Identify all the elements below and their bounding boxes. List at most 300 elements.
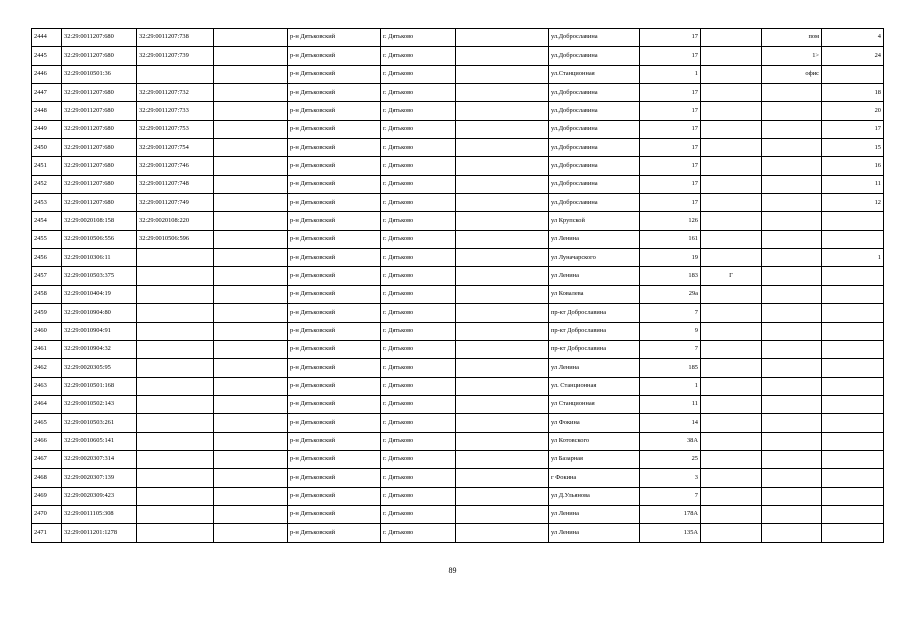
premises-cadastral-number-cell (137, 505, 214, 523)
district-cell: р-н Дятьковский (288, 212, 381, 230)
city-cell: г. Дятьково (381, 249, 456, 267)
premises-type-cell: офис (762, 65, 822, 83)
district-cell: р-н Дятьковский (288, 29, 381, 47)
row-number-cell: 2467 (32, 450, 62, 468)
empty-cell (214, 157, 288, 175)
table-row (32, 230, 884, 248)
building-cell (701, 285, 762, 303)
cadastral-number-cell: 32:29:0010503:375 (62, 267, 137, 285)
premises-cadastral-number-cell (137, 285, 214, 303)
table-row (32, 102, 884, 120)
street-cell: ул Ленина (549, 359, 640, 377)
apartment-number-cell (822, 65, 884, 83)
cadastral-number-cell: 32:29:0011207:680 (62, 194, 137, 212)
cadastral-number-cell: 32:29:0010306:11 (62, 249, 137, 267)
locality-cell (456, 29, 549, 47)
city-cell: г. Дятьково (381, 84, 456, 102)
empty-cell (214, 249, 288, 267)
apartment-number-cell (822, 469, 884, 487)
city-cell: г. Дятьково (381, 450, 456, 468)
locality-cell (456, 432, 549, 450)
building-cell (701, 120, 762, 138)
empty-cell (214, 65, 288, 83)
row-number-cell: 2452 (32, 175, 62, 193)
premises-type-cell: пом (762, 29, 822, 47)
empty-cell (214, 102, 288, 120)
premises-cadastral-number-cell: 32:29:0011207:748 (137, 175, 214, 193)
premises-type-cell (762, 285, 822, 303)
building-cell (701, 29, 762, 47)
row-number-cell: 2466 (32, 432, 62, 450)
premises-type-cell (762, 414, 822, 432)
table-row (32, 65, 884, 83)
street-cell: ул Станционная (549, 395, 640, 413)
table-row (32, 249, 884, 267)
premises-cadastral-number-cell (137, 249, 214, 267)
empty-cell (214, 469, 288, 487)
street-cell: ул Базарная (549, 450, 640, 468)
district-cell: р-н Дятьковский (288, 249, 381, 267)
street-cell: ул. Станционная (549, 377, 640, 395)
premises-cadastral-number-cell: 32:29:0011207:753 (137, 120, 214, 138)
locality-cell (456, 120, 549, 138)
house-number-cell: 17 (640, 175, 701, 193)
locality-cell (456, 139, 549, 157)
city-cell: г. Дятьково (381, 230, 456, 248)
house-number-cell: 185 (640, 359, 701, 377)
building-cell (701, 230, 762, 248)
house-number-cell: 29а (640, 285, 701, 303)
premises-type-cell (762, 395, 822, 413)
locality-cell (456, 47, 549, 65)
locality-cell (456, 194, 549, 212)
row-number-cell: 2457 (32, 267, 62, 285)
apartment-number-cell (822, 505, 884, 523)
district-cell: р-н Дятьковский (288, 414, 381, 432)
district-cell: р-н Дятьковский (288, 340, 381, 358)
city-cell: г. Дятьково (381, 395, 456, 413)
building-cell (701, 249, 762, 267)
empty-cell (214, 450, 288, 468)
cadastral-number-cell: 32:29:0020307:314 (62, 450, 137, 468)
city-cell: г. Дятьково (381, 414, 456, 432)
district-cell: р-н Дятьковский (288, 102, 381, 120)
cadastral-number-cell: 32:29:0010904:91 (62, 322, 137, 340)
cadastral-number-cell: 32:29:0010501:36 (62, 65, 137, 83)
house-number-cell: 7 (640, 340, 701, 358)
table-row (32, 139, 884, 157)
building-cell (701, 432, 762, 450)
cadastral-number-cell: 32:29:0011105:308 (62, 505, 137, 523)
apartment-number-cell (822, 395, 884, 413)
table-row (32, 377, 884, 395)
city-cell: г. Дятьково (381, 157, 456, 175)
table-row (32, 524, 884, 542)
house-number-cell: 135А (640, 524, 701, 542)
city-cell: г. Дятьково (381, 47, 456, 65)
cadastral-number-cell: 32:29:0011207:680 (62, 157, 137, 175)
city-cell: г. Дятьково (381, 432, 456, 450)
row-number-cell: 2444 (32, 29, 62, 47)
cadastral-number-cell: 32:29:0011207:680 (62, 29, 137, 47)
city-cell: г. Дятьково (381, 322, 456, 340)
locality-cell (456, 84, 549, 102)
building-cell (701, 139, 762, 157)
cadastral-number-cell: 32:29:0010502:143 (62, 395, 137, 413)
empty-cell (214, 267, 288, 285)
building-cell (701, 194, 762, 212)
premises-type-cell (762, 249, 822, 267)
table-row (32, 487, 884, 505)
city-cell: г. Дятьково (381, 359, 456, 377)
cadastral-number-cell: 32:29:0011207:680 (62, 175, 137, 193)
empty-cell (214, 212, 288, 230)
row-number-cell: 2445 (32, 47, 62, 65)
street-cell: ул Д.Ульянова (549, 487, 640, 505)
row-number-cell: 2448 (32, 102, 62, 120)
empty-cell (214, 175, 288, 193)
house-number-cell: 9 (640, 322, 701, 340)
row-number-cell: 2459 (32, 304, 62, 322)
apartment-number-cell (822, 414, 884, 432)
locality-cell (456, 304, 549, 322)
street-cell: ул Ковалева (549, 285, 640, 303)
empty-cell (214, 505, 288, 523)
cadastral-number-cell: 32:29:0010904:32 (62, 340, 137, 358)
street-cell: пр-кт Доброславина (549, 340, 640, 358)
row-number-cell: 2471 (32, 524, 62, 542)
premises-cadastral-number-cell (137, 524, 214, 542)
cadastral-number-cell: 32:29:0010506:556 (62, 230, 137, 248)
registry-table (31, 28, 884, 543)
locality-cell (456, 212, 549, 230)
district-cell: р-н Дятьковский (288, 359, 381, 377)
building-cell (701, 377, 762, 395)
row-number-cell: 2462 (32, 359, 62, 377)
empty-cell (214, 377, 288, 395)
premises-type-cell: 1> (762, 47, 822, 65)
table-row (32, 175, 884, 193)
premises-type-cell (762, 175, 822, 193)
house-number-cell: 17 (640, 139, 701, 157)
premises-type-cell (762, 139, 822, 157)
row-number-cell: 2446 (32, 65, 62, 83)
district-cell: р-н Дятьковский (288, 157, 381, 175)
house-number-cell: 17 (640, 84, 701, 102)
locality-cell (456, 450, 549, 468)
premises-cadastral-number-cell (137, 359, 214, 377)
table-row (32, 469, 884, 487)
district-cell: р-н Дятьковский (288, 487, 381, 505)
table-row (32, 322, 884, 340)
table-row (32, 267, 884, 285)
empty-cell (214, 194, 288, 212)
cadastral-number-cell: 32:29:0011207:680 (62, 139, 137, 157)
premises-type-cell (762, 359, 822, 377)
row-number-cell: 2463 (32, 377, 62, 395)
city-cell: г. Дятьково (381, 102, 456, 120)
premises-cadastral-number-cell: 32:29:0011207:749 (137, 194, 214, 212)
locality-cell (456, 267, 549, 285)
apartment-number-cell: 4 (822, 29, 884, 47)
premises-cadastral-number-cell (137, 65, 214, 83)
apartment-number-cell (822, 487, 884, 505)
district-cell: р-н Дятьковский (288, 304, 381, 322)
empty-cell (214, 432, 288, 450)
building-cell (701, 359, 762, 377)
premises-type-cell (762, 157, 822, 175)
cadastral-number-cell: 32:29:0010503:261 (62, 414, 137, 432)
house-number-cell: 11 (640, 395, 701, 413)
premises-cadastral-number-cell: 32:29:0020108:220 (137, 212, 214, 230)
premises-cadastral-number-cell (137, 267, 214, 285)
city-cell: г. Дятьково (381, 377, 456, 395)
row-number-cell: 2453 (32, 194, 62, 212)
district-cell: р-н Дятьковский (288, 377, 381, 395)
premises-cadastral-number-cell: 32:29:0011207:732 (137, 84, 214, 102)
building-cell (701, 340, 762, 358)
premises-cadastral-number-cell (137, 340, 214, 358)
street-cell: ул.Доброславина (549, 29, 640, 47)
city-cell: г. Дятьково (381, 65, 456, 83)
city-cell: г. Дятьково (381, 505, 456, 523)
city-cell: г. Дятьково (381, 212, 456, 230)
cadastral-number-cell: 32:29:0020108:158 (62, 212, 137, 230)
locality-cell (456, 377, 549, 395)
building-cell (701, 414, 762, 432)
apartment-number-cell (822, 212, 884, 230)
district-cell: р-н Дятьковский (288, 139, 381, 157)
city-cell: г. Дятьково (381, 340, 456, 358)
city-cell: г. Дятьково (381, 194, 456, 212)
premises-cadastral-number-cell (137, 322, 214, 340)
locality-cell (456, 102, 549, 120)
apartment-number-cell (822, 267, 884, 285)
building-cell (701, 304, 762, 322)
street-cell: ул.Доброславина (549, 102, 640, 120)
apartment-number-cell: 15 (822, 139, 884, 157)
locality-cell (456, 230, 549, 248)
locality-cell (456, 524, 549, 542)
premises-cadastral-number-cell (137, 450, 214, 468)
premises-type-cell (762, 212, 822, 230)
table-row (32, 285, 884, 303)
row-number-cell: 2470 (32, 505, 62, 523)
empty-cell (214, 304, 288, 322)
city-cell: г. Дятьково (381, 175, 456, 193)
cadastral-number-cell: 32:29:0011207:680 (62, 102, 137, 120)
district-cell: р-н Дятьковский (288, 469, 381, 487)
street-cell: ул Ленина (549, 524, 640, 542)
row-number-cell: 2447 (32, 84, 62, 102)
premises-type-cell (762, 194, 822, 212)
apartment-number-cell: 20 (822, 102, 884, 120)
cadastral-number-cell: 32:29:0020307:139 (62, 469, 137, 487)
cadastral-number-cell: 32:29:0011201:1278 (62, 524, 137, 542)
row-number-cell: 2464 (32, 395, 62, 413)
empty-cell (214, 414, 288, 432)
street-cell: пр-кт Доброславина (549, 322, 640, 340)
premises-cadastral-number-cell (137, 377, 214, 395)
table-body (32, 29, 884, 543)
cadastral-number-cell: 32:29:0020309:423 (62, 487, 137, 505)
premises-type-cell (762, 377, 822, 395)
table-row (32, 395, 884, 413)
house-number-cell: 17 (640, 157, 701, 175)
premises-cadastral-number-cell: 32:29:0011207:746 (137, 157, 214, 175)
table-row (32, 340, 884, 358)
premises-cadastral-number-cell (137, 469, 214, 487)
table-row (32, 29, 884, 47)
row-number-cell: 2456 (32, 249, 62, 267)
building-cell (701, 102, 762, 120)
street-cell: ул Крупской (549, 212, 640, 230)
city-cell: г. Дятьково (381, 267, 456, 285)
building-cell (701, 469, 762, 487)
premises-type-cell (762, 469, 822, 487)
locality-cell (456, 487, 549, 505)
street-cell: ул.Станционная (549, 65, 640, 83)
apartment-number-cell (822, 432, 884, 450)
apartment-number-cell: 12 (822, 194, 884, 212)
house-number-cell: 1 (640, 65, 701, 83)
city-cell: г. Дятьково (381, 469, 456, 487)
city-cell: г. Дятьково (381, 29, 456, 47)
house-number-cell: 25 (640, 450, 701, 468)
row-number-cell: 2468 (32, 469, 62, 487)
city-cell: г. Дятьково (381, 139, 456, 157)
district-cell: р-н Дятьковский (288, 84, 381, 102)
empty-cell (214, 29, 288, 47)
empty-cell (214, 359, 288, 377)
locality-cell (456, 285, 549, 303)
locality-cell (456, 249, 549, 267)
locality-cell (456, 414, 549, 432)
street-cell: ул.Доброславина (549, 120, 640, 138)
apartment-number-cell (822, 304, 884, 322)
house-number-cell: 17 (640, 102, 701, 120)
building-cell (701, 505, 762, 523)
apartment-number-cell (822, 322, 884, 340)
premises-cadastral-number-cell: 32:29:0011207:754 (137, 139, 214, 157)
row-number-cell: 2454 (32, 212, 62, 230)
premises-cadastral-number-cell (137, 432, 214, 450)
building-cell (701, 524, 762, 542)
empty-cell (214, 524, 288, 542)
house-number-cell: 1 (640, 377, 701, 395)
city-cell: г. Дятьково (381, 285, 456, 303)
page-number: 89 (448, 566, 457, 575)
house-number-cell: 161 (640, 230, 701, 248)
apartment-number-cell: 18 (822, 84, 884, 102)
cadastral-number-cell: 32:29:0010501:168 (62, 377, 137, 395)
street-cell: ул Котовского (549, 432, 640, 450)
apartment-number-cell: 16 (822, 157, 884, 175)
locality-cell (456, 469, 549, 487)
apartment-number-cell (822, 524, 884, 542)
cadastral-number-cell: 32:29:0010605:141 (62, 432, 137, 450)
empty-cell (214, 322, 288, 340)
locality-cell (456, 395, 549, 413)
building-cell (701, 322, 762, 340)
street-cell: пр-кт Доброславина (549, 304, 640, 322)
locality-cell (456, 322, 549, 340)
house-number-cell: 17 (640, 29, 701, 47)
street-cell: ул.Доброславина (549, 194, 640, 212)
building-cell (701, 175, 762, 193)
cadastral-number-cell: 32:29:0011207:680 (62, 120, 137, 138)
house-number-cell: 7 (640, 487, 701, 505)
cadastral-number-cell: 32:29:0011207:680 (62, 47, 137, 65)
premises-type-cell (762, 487, 822, 505)
premises-type-cell (762, 505, 822, 523)
street-cell: ул.Доброславина (549, 175, 640, 193)
street-cell: г Фокина (549, 469, 640, 487)
table-row (32, 47, 884, 65)
city-cell: г. Дятьково (381, 487, 456, 505)
table-row (32, 84, 884, 102)
house-number-cell: 17 (640, 47, 701, 65)
building-cell (701, 212, 762, 230)
house-number-cell: 178А (640, 505, 701, 523)
premises-type-cell (762, 102, 822, 120)
building-cell: Г (701, 267, 762, 285)
cadastral-number-cell: 32:29:0010904:80 (62, 304, 137, 322)
district-cell: р-н Дятьковский (288, 65, 381, 83)
building-cell (701, 84, 762, 102)
premises-type-cell (762, 524, 822, 542)
apartment-number-cell (822, 230, 884, 248)
premises-type-cell (762, 267, 822, 285)
building-cell (701, 47, 762, 65)
district-cell: р-н Дятьковский (288, 505, 381, 523)
locality-cell (456, 340, 549, 358)
premises-type-cell (762, 432, 822, 450)
table-row (32, 359, 884, 377)
premises-cadastral-number-cell: 32:29:0011207:733 (137, 102, 214, 120)
street-cell: ул Фокина (549, 414, 640, 432)
city-cell: г. Дятьково (381, 524, 456, 542)
district-cell: р-н Дятьковский (288, 322, 381, 340)
empty-cell (214, 230, 288, 248)
locality-cell (456, 175, 549, 193)
empty-cell (214, 395, 288, 413)
district-cell: р-н Дятьковский (288, 524, 381, 542)
building-cell (701, 487, 762, 505)
table-row (32, 157, 884, 175)
cadastral-number-cell: 32:29:0011207:680 (62, 84, 137, 102)
house-number-cell: 38А (640, 432, 701, 450)
empty-cell (214, 139, 288, 157)
premises-type-cell (762, 120, 822, 138)
empty-cell (214, 120, 288, 138)
district-cell: р-н Дятьковский (288, 47, 381, 65)
premises-type-cell (762, 230, 822, 248)
premises-cadastral-number-cell (137, 304, 214, 322)
empty-cell (214, 47, 288, 65)
district-cell: р-н Дятьковский (288, 267, 381, 285)
district-cell: р-н Дятьковский (288, 120, 381, 138)
house-number-cell: 7 (640, 304, 701, 322)
premises-cadastral-number-cell (137, 487, 214, 505)
row-number-cell: 2450 (32, 139, 62, 157)
apartment-number-cell (822, 359, 884, 377)
locality-cell (456, 157, 549, 175)
building-cell (701, 395, 762, 413)
premises-type-cell (762, 84, 822, 102)
house-number-cell: 17 (640, 120, 701, 138)
street-cell: ул.Доброславина (549, 157, 640, 175)
